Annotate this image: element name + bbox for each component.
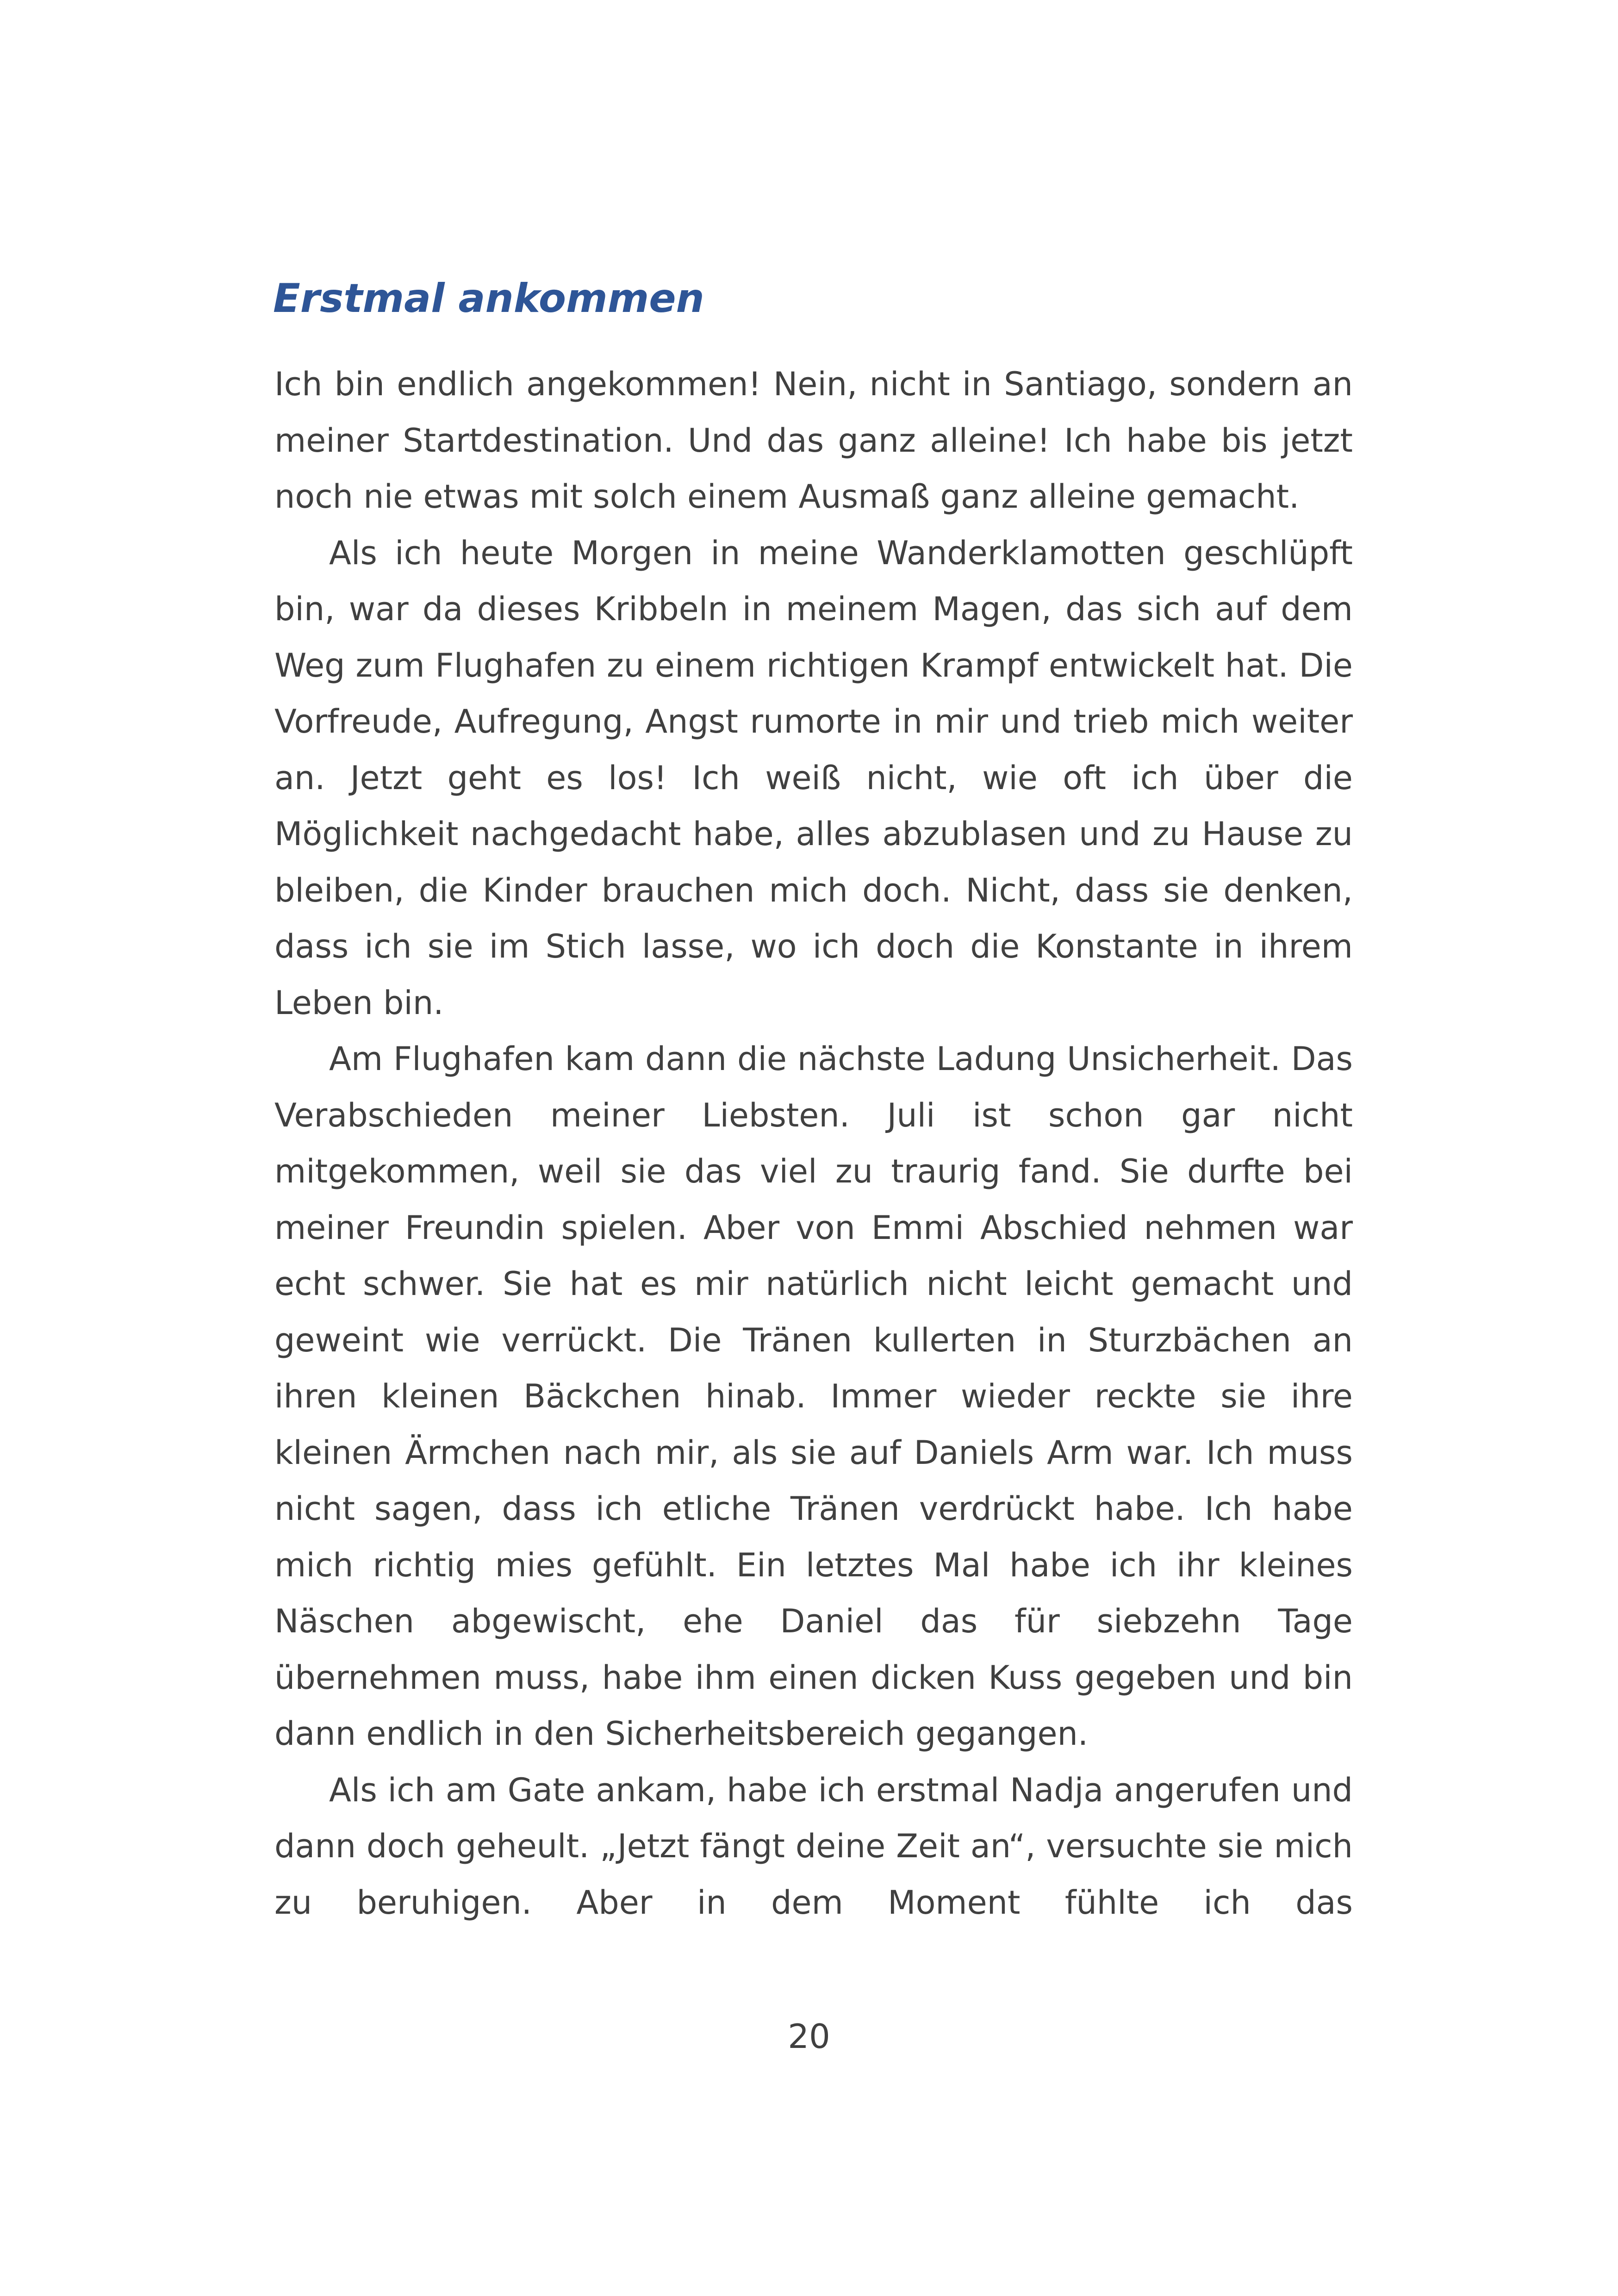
paragraph: Als ich am Gate ankam, habe ich erstmal Nadja angerufen und dann doch geheult. „Jetzt fängt deine Zeit an“, versuchte sie mich zu beruhigen. Aber in dem Moment fühlte ich das — [274, 1771, 1353, 1922]
paragraph: Ich bin endlich angekommen! Nein, nicht in Santiago, sondern an meiner Startdestination. Und das ganz alleine! Ich habe bis jetzt noch nie etwas mit solch einem Ausmaß ganz alleine gemacht. — [274, 365, 1353, 516]
paragraph: Am Flughafen kam dann die nächste Ladung Unsicherheit. Das Verabschieden meiner Liebsten. Juli ist schon gar nicht mitgekommen, weil sie das viel zu traurig fand. Sie durfte bei meiner Freundin spielen. Aber von Emmi Abschied nehmen war echt schwer. Sie hat es mir natürlich nicht leicht gemacht und geweint wie verrückt. Die Tränen kullerten in Sturzbächen an ihren kleinen Bäckchen hinab. Immer wieder reckte sie ihre kleinen Ärmchen nach mir, als sie auf Daniels Arm war. Ich muss nicht sagen, dass ich etliche Tränen verdrückt habe. Ich habe mich richtig mies gefühlt. Ein letztes Mal habe ich ihr kleines Näschen abgewischt, ehe Daniel das für siebzehn Tage übernehmen muss, habe ihm einen dicken Kuss gegeben und bin dann endlich in den Sicherheitsbereich gegangen. — [274, 1040, 1353, 1753]
paragraph: Als ich heute Morgen in meine Wanderklamotten geschlüpft bin, war da dieses Kribbeln in meinem Magen, das sich auf dem Weg zum Flughafen zu einem richtigen Krampf entwickelt hat. Die Vorfreude, Aufregung, Angst rumorte in mir und trieb mich weiter an. Jetzt geht es los! Ich weiß nicht, wie oft ich über die Möglichkeit nachgedacht habe, alles abzublasen und zu Hause zu bleiben, die Kinder brauchen mich doch. Nicht, dass sie denken, dass ich sie im Stich lasse, wo ich doch die Konstante in ihrem Leben bin. — [274, 534, 1353, 1022]
page-number: 20 — [788, 2017, 830, 2056]
chapter-body — [274, 356, 1353, 1931]
chapter-title: Erstmal ankommen — [273, 275, 704, 322]
